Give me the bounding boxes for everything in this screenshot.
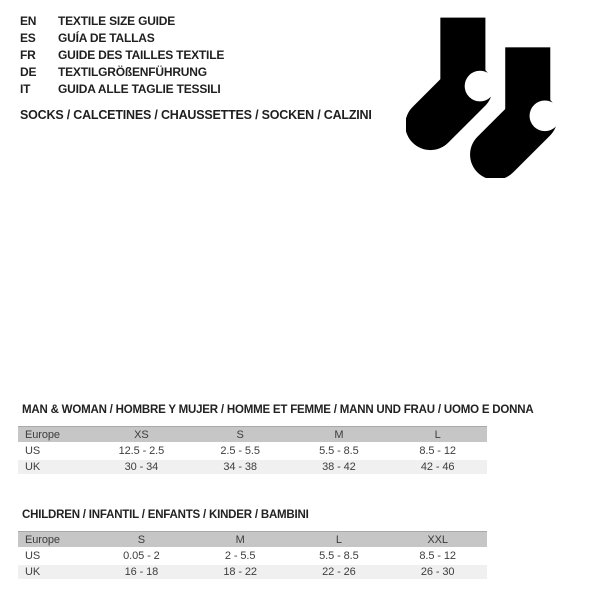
size-cell: 42 - 46 (388, 460, 487, 474)
language-code: ES (20, 31, 36, 45)
language-list (20, 13, 224, 98)
size-cell: 16 - 18 (92, 565, 191, 579)
sock-heel-hole (530, 101, 561, 132)
size-cell: 34 - 38 (191, 460, 290, 474)
header-cell-size: M (191, 531, 290, 547)
size-cell: 38 - 42 (290, 460, 389, 474)
adults-table-section (18, 404, 534, 476)
language-code: DE (20, 65, 37, 79)
table-row-us (18, 444, 487, 458)
table-row-us (18, 549, 487, 563)
sock-heel-hole (465, 71, 496, 102)
language-label: GUIDE DES TAILLES TEXTILE (58, 48, 225, 62)
size-cell: 18 - 22 (191, 565, 290, 579)
header-cell-region: Europe (18, 531, 92, 547)
size-cell: 2.5 - 5.5 (220, 445, 260, 457)
size-cell: 5.5 - 8.5 (319, 550, 359, 562)
header-cell-size: L (388, 426, 487, 442)
language-code: EN (20, 14, 37, 28)
size-cell: 0.05 - 2 (123, 550, 160, 562)
row-label: US (25, 445, 41, 457)
language-row-es (20, 30, 224, 47)
language-code: IT (20, 82, 31, 96)
header-cell-size: XXL (388, 531, 487, 547)
size-cell: 8.5 - 12 (419, 550, 456, 562)
category-title: SOCKS / CALCETINES / CHAUSSETTES / SOCKEN / CALZINI (20, 108, 372, 122)
adults-table-title: MAN & WOMAN / HOMBRE Y MUJER / HOMME ET FEMME / MANN UND FRAU / UOMO E DONNA (22, 404, 534, 416)
language-label: TEXTILE SIZE GUIDE (58, 14, 176, 28)
header-cell-region: Europe (18, 426, 92, 442)
children-table-title: CHILDREN / INFANTIL / ENFANTS / KINDER / BAMBINI (22, 509, 309, 521)
language-label: TEXTILGRÖßENFÜHRUNG (58, 65, 207, 79)
language-label: GUIDA ALLE TAGLIE TESSILI (58, 82, 221, 96)
size-cell: 12.5 - 2.5 (118, 445, 165, 457)
size-cell: 8.5 - 12 (419, 445, 456, 457)
children-size-table (18, 529, 487, 581)
language-row-it (20, 81, 224, 98)
table-row-uk (18, 565, 487, 579)
size-cell: 30 - 34 (92, 460, 191, 474)
adults-size-table (18, 424, 487, 476)
size-cell: 26 - 30 (388, 565, 487, 579)
size-cell: 22 - 26 (290, 565, 389, 579)
socks-icon (406, 14, 563, 178)
header-cell-size: XS (92, 426, 191, 442)
header-cell-size: S (191, 426, 290, 442)
row-label: US (25, 550, 41, 562)
language-row-en (20, 13, 224, 30)
header-cell-size: L (290, 531, 389, 547)
header-cell-size: S (92, 531, 191, 547)
language-row-de (20, 64, 224, 81)
size-cell: 2 - 5.5 (224, 550, 256, 562)
table-header-row (18, 426, 487, 442)
size-cell: 5.5 - 8.5 (319, 445, 359, 457)
language-code: FR (20, 48, 36, 62)
table-header-row (18, 531, 487, 547)
language-row-fr (20, 47, 224, 64)
header-cell-size: M (290, 426, 389, 442)
language-label: GUÍA DE TALLAS (58, 31, 155, 45)
children-table-section (18, 509, 487, 581)
row-label: UK (18, 565, 92, 579)
row-label: UK (18, 460, 92, 474)
table-row-uk (18, 460, 487, 474)
